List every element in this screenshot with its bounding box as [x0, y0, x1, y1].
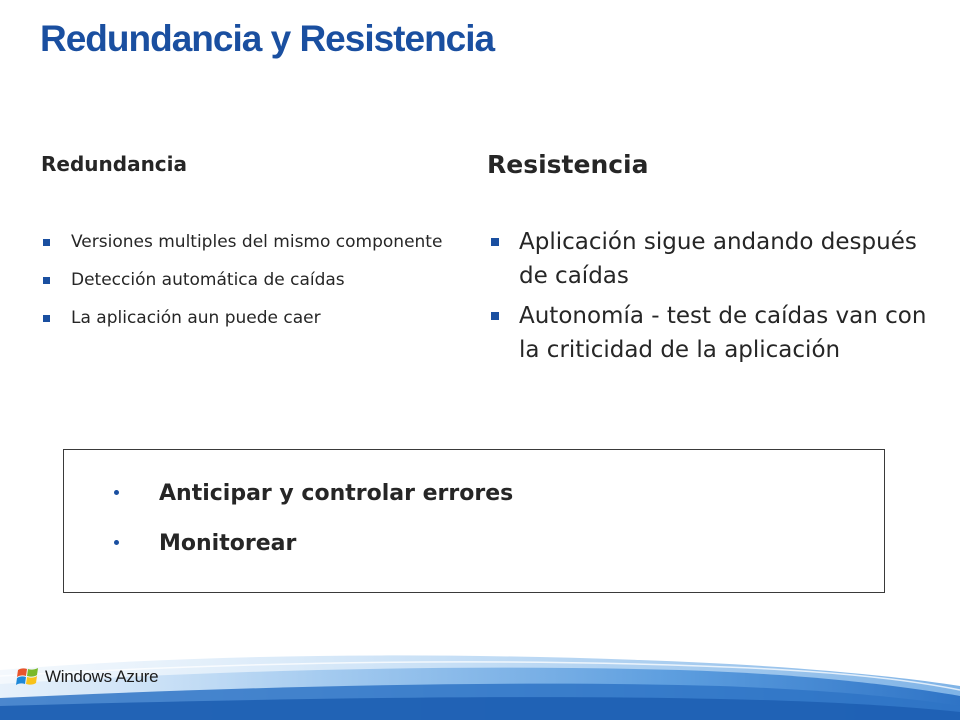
- windows-azure-logo-text: Windows Azure: [45, 667, 159, 686]
- list-item: [41, 306, 471, 331]
- square-bullet-icon: [43, 315, 50, 322]
- list-item: [41, 268, 471, 293]
- square-bullet-icon: [491, 238, 499, 246]
- dot-bullet-icon: [114, 540, 119, 545]
- list-item: [112, 480, 513, 508]
- bullet-text: Detección automática de caídas: [71, 270, 345, 290]
- slide-title: Redundancia y Resistencia: [40, 18, 495, 59]
- bullet-text: La aplicación aun puede caer: [71, 308, 321, 328]
- list-item: [41, 230, 471, 255]
- bullet-text: Autonomía - test de caídas van con la criticidad de la aplicación: [519, 303, 927, 363]
- dot-bullet-icon: [114, 490, 119, 495]
- callout-text: Anticipar y controlar errores: [159, 481, 514, 506]
- callout-bullet-list: [112, 480, 513, 580]
- resistencia-bullet-list: [489, 225, 929, 373]
- resistencia-heading: Resistencia: [487, 150, 649, 179]
- square-bullet-icon: [43, 239, 50, 246]
- list-item: [489, 225, 929, 293]
- windows-flag-icon: [16, 666, 40, 688]
- windows-azure-logo: [16, 666, 158, 688]
- list-item: [112, 530, 513, 558]
- list-item: [489, 299, 929, 367]
- square-bullet-icon: [43, 277, 50, 284]
- redundancia-heading: Redundancia: [41, 152, 188, 176]
- callout-text: Monitorear: [159, 531, 297, 556]
- bullet-text: Versiones multiples del mismo componente: [71, 232, 443, 252]
- callout-box: [63, 449, 885, 593]
- redundancia-bullet-list: [41, 230, 471, 344]
- bullet-text: Aplicación sigue andando después de caídas: [519, 229, 917, 289]
- square-bullet-icon: [491, 312, 499, 320]
